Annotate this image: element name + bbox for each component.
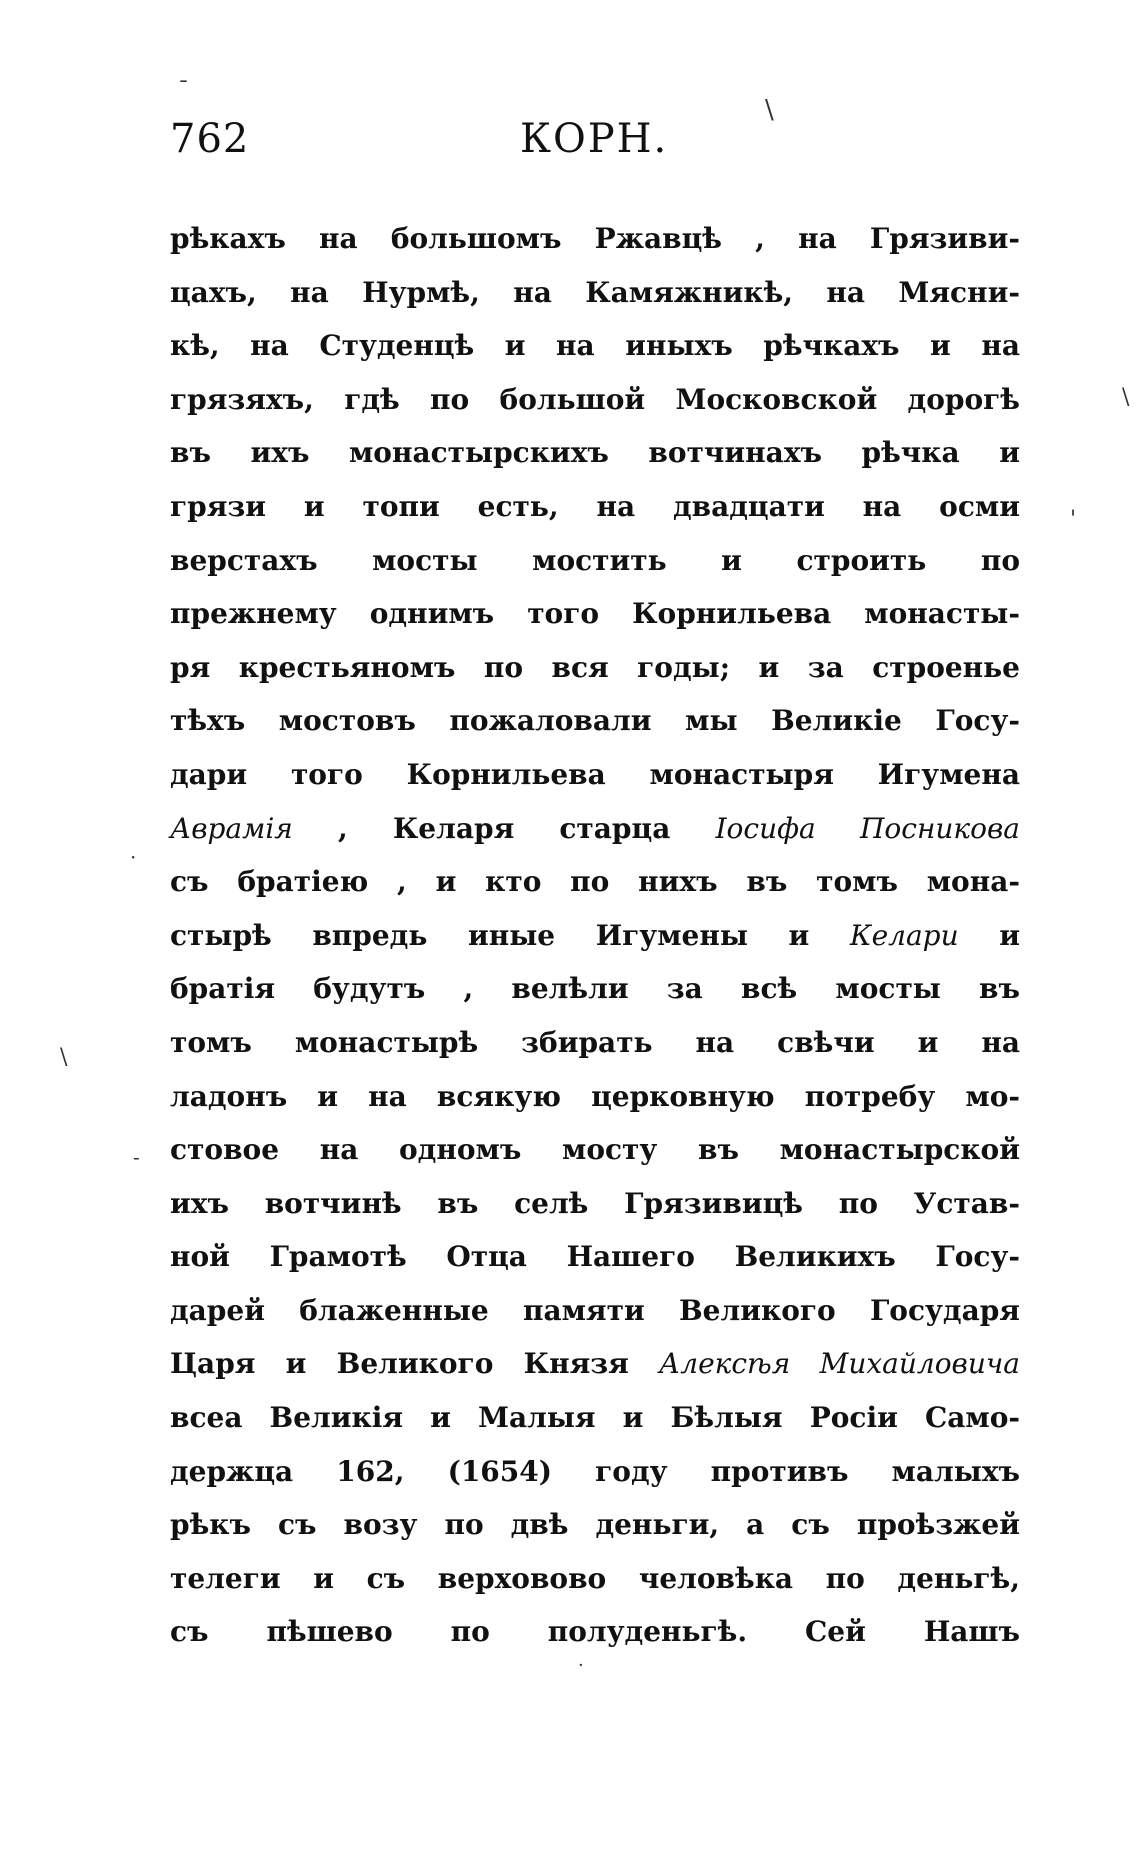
line-text: кѣ, на Студенцѣ и на иныхъ рѣчкахъ и на — [170, 329, 1020, 363]
line-text: ря крестьяномъ по вся годы; и за строенье — [170, 650, 1020, 684]
line-text: томъ монастырѣ збирать на свѣчи и на — [170, 1025, 1020, 1059]
line-text: грязяхъ, гдѣ по большой Московской дорогѣ — [170, 382, 1020, 416]
text-line — [170, 1391, 1020, 1445]
line-text: стырѣ впредь иные Игумены и — [170, 918, 850, 952]
text-line — [170, 373, 1020, 427]
line-text: ной Грамотѣ Отца Нашего Великихъ Госу- — [170, 1240, 1020, 1274]
line-text: прежнему однимъ того Корнильева монасты- — [170, 597, 1020, 631]
print-speck: · — [578, 1655, 584, 1676]
line-text: съ братіею , и кто по нихъ въ томъ мона- — [170, 865, 1020, 899]
italic-name: Алексѣя Михайловича — [659, 1347, 1020, 1381]
line-text: дарей блаженные памяти Великого Государя — [170, 1293, 1020, 1327]
text-line — [170, 534, 1020, 588]
text-line — [170, 1552, 1020, 1606]
text-line — [170, 909, 1020, 963]
print-speck: \ — [1122, 385, 1130, 410]
print-speck: ' — [1070, 507, 1077, 532]
line-text: грязи и топи есть, на двадцати на осми — [170, 489, 1020, 523]
text-line — [170, 694, 1020, 748]
line-text: въ ихъ монастырскихъ вотчинахъ рѣчка и — [170, 436, 1020, 470]
line-text: ладонъ и на всякую церковную потребу мо- — [170, 1079, 1020, 1113]
print-speck: ˉ — [178, 78, 189, 103]
line-text: верстахъ мосты мостить и строить по — [170, 543, 1020, 577]
line-text: рѣкахъ на большомъ Ржавцѣ , на Грязиви- — [170, 222, 1020, 255]
text-line — [170, 587, 1020, 641]
text-line — [170, 855, 1020, 909]
print-speck: \ — [765, 95, 774, 125]
line-text: дари того Корнильева монастыря Игумена — [170, 757, 1020, 791]
line-text: ихъ вотчинѣ въ селѣ Грязивицѣ по Устав- — [170, 1186, 1020, 1220]
text-line — [170, 1605, 1020, 1659]
line-text: тѣхъ мостовъ пожаловали мы Великіе Госу- — [170, 704, 1020, 738]
text-line — [170, 802, 1020, 856]
line-text: телеги и съ верховово человѣка по деньгѣ, — [170, 1561, 1020, 1595]
text-line — [170, 641, 1020, 695]
text-line — [170, 962, 1020, 1016]
text-line — [170, 1284, 1020, 1338]
line-text: цахъ, на Нурмѣ, на Камяжникѣ, на Мясни- — [170, 275, 1020, 309]
text-line — [170, 1016, 1020, 1070]
italic-name: Келари — [849, 918, 959, 952]
line-text: стовое на одномъ мосту въ монастырской — [170, 1133, 1020, 1167]
text-line — [170, 212, 1020, 266]
text-line — [170, 319, 1020, 373]
text-line — [170, 1070, 1020, 1124]
line-text: и — [958, 918, 1020, 952]
line-text: держца 162, (1654) году противъ малыхъ — [170, 1454, 1020, 1488]
page-header — [0, 110, 1140, 170]
text-line — [170, 266, 1020, 320]
text-line — [170, 426, 1020, 480]
line-text: рѣкъ съ возу по двѣ деньги, а съ проѣзжей — [170, 1508, 1020, 1542]
text-line — [170, 748, 1020, 802]
text-line — [170, 1445, 1020, 1499]
line-text: Царя и Великого Князя — [170, 1347, 660, 1381]
italic-name: Аврамія — [170, 811, 293, 845]
print-speck: · — [130, 845, 137, 869]
print-speck: \ — [60, 1045, 68, 1070]
line-text: , Келаря старца — [292, 811, 716, 845]
text-line — [170, 1230, 1020, 1284]
italic-name: Іосифа Посникова — [715, 811, 1020, 845]
body-text — [170, 212, 1020, 1659]
line-text: съ пѣшево по полуденьгѣ. Сей Нашъ — [170, 1615, 1020, 1649]
text-line — [170, 1177, 1020, 1231]
text-line — [170, 1498, 1020, 1552]
line-text: братія будутъ , велѣли за всѣ мосты въ — [170, 972, 1020, 1006]
print-speck: - — [133, 1145, 140, 1169]
text-line — [170, 1123, 1020, 1177]
text-line — [170, 480, 1020, 534]
text-line — [170, 1337, 1020, 1391]
page-number: 762 — [170, 116, 250, 162]
running-head: КОРН. — [520, 116, 669, 162]
line-text: всеа Великія и Малыя и Бѣлыя Росіи Само- — [170, 1401, 1020, 1435]
